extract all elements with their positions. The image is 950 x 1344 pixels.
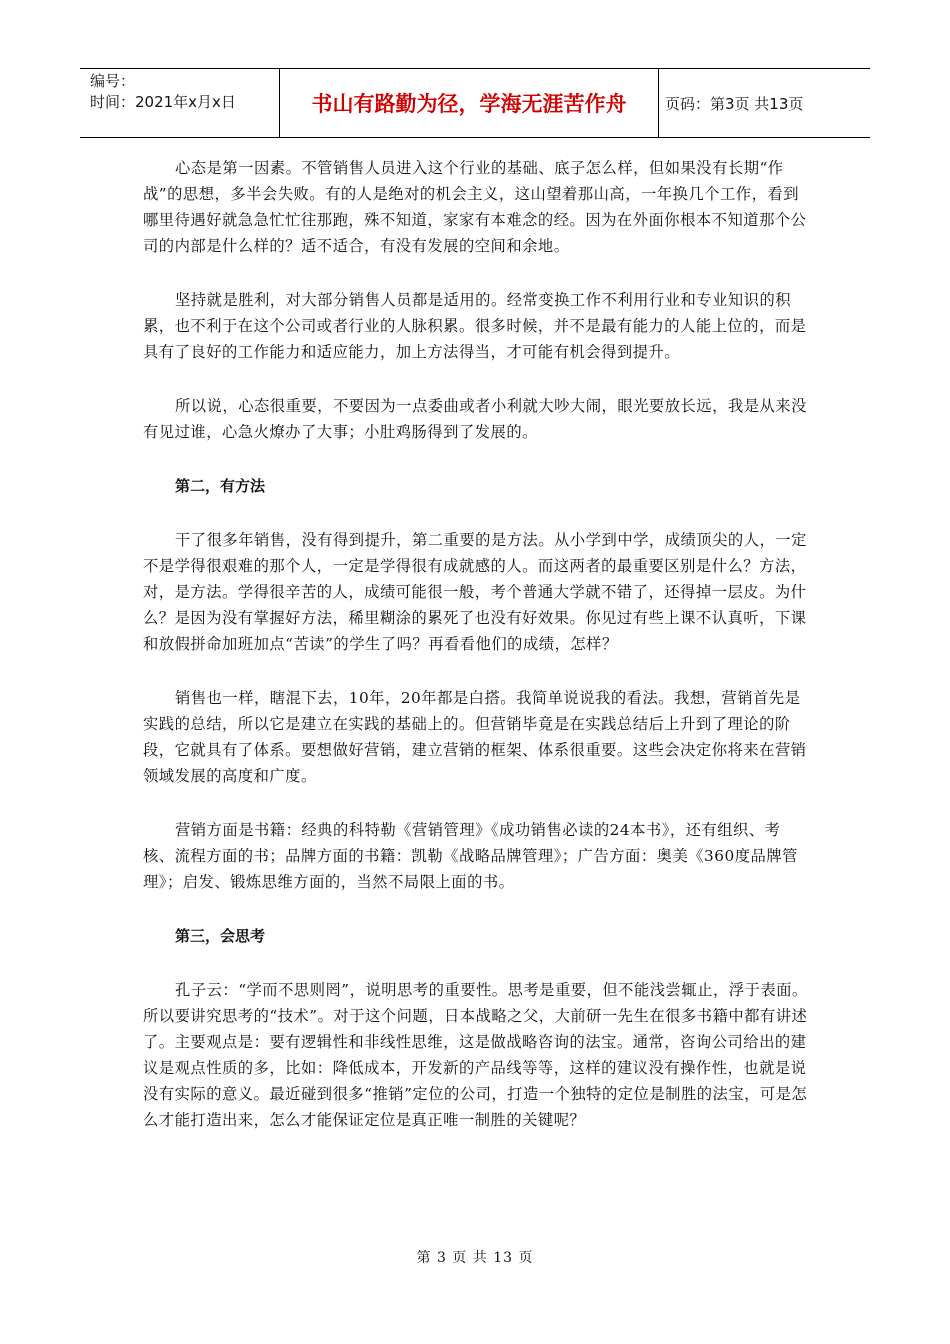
paragraph: 心态是第一因素。不管销售人员进入这个行业的基础、底子怎么样，但如果没有长期“作战”的思想，多半会失败。有的人是绝对的机会主义，这山望着那山高，一年换几个工作，看到哪里待遇好就急急忙忙往那跑，殊不知道，家家有本难念的经。因为在外面你根本不知道那个公司的内部是什么样的？适不适合，有没有发展的空间和余地。 xyxy=(143,159,807,255)
page-footer: 第 3 页 共 13 页 xyxy=(416,1250,534,1266)
section-heading: 第二，有方法 xyxy=(175,477,266,495)
page-header xyxy=(80,68,870,138)
paragraph: 坚持就是胜利，对大部分销售人员都是适用的。经常变换工作不利用行业和专业知识的积累，也不利于在这个公司或者行业的人脉积累。很多时候，并不是最有能力的人能上位的，而是具有了良好的工作能力和适应能力，加上方法得当，才可能有机会得到提升。 xyxy=(143,291,807,361)
time-label: 时间：2021年x月x日 xyxy=(90,93,236,111)
paragraph: 孔子云：“学而不思则罔”，说明思考的重要性。思考是重要，但不能浅尝辄止，浮于表面。所以要讲究思考的“技术”。对于这个问题，日本战略之父，大前研一先生在很多书籍中都有讲述了。主要观点是：要有逻辑性和非线性思维，这是做战略咨询的法宝。通常，咨询公司给出的建议是观点性质的多，比如：降低成本，开发新的产品线等等，这样的建议没有操作性，也就是说没有实际的意义。最近碰到很多“推销”定位的公司，打造一个独特的定位是制胜的法宝，可是怎么才能打造出来，怎么才能保证定位是真正唯一制胜的关键呢？ xyxy=(143,981,808,1129)
section-heading: 第三，会思考 xyxy=(175,927,266,945)
document-body xyxy=(143,155,811,1133)
number-label: 编号： xyxy=(90,72,136,90)
paragraph: 营销方面是书籍：经典的科特勒《营销管理》《成功销售必读的24本书》，还有组织、考核、流程方面的书；品牌方面的书籍：凯勒《战略品牌管理》；广告方面：奥美《360度品牌管理》；启发、锻炼思维方面的，当然不局限上面的书。 xyxy=(143,821,798,891)
header-page-info: 页码：第3页 共13页 xyxy=(665,94,804,113)
header-meta xyxy=(80,69,280,137)
header-motto: 书山有路勤为径，学海无涯苦作舟 xyxy=(280,69,659,137)
paragraph: 干了很多年销售，没有得到提升，第二重要的是方法。从小学到中学，成绩顶尖的人，一定不是学得很艰难的那个人，一定是学得很有成就感的人。而这两者的最重要区别是什么？方法，对，是方法。学得很辛苦的人，成绩可能很一般，考个普通大学就不错了，还得掉一层皮。为什么？是因为没有掌握好方法，稀里糊涂的累死了也没有好效果。你见过有些上课不认真听，下课和放假拼命加班加点“苦读”的学生了吗？再看看他们的成绩，怎样？ xyxy=(143,531,807,653)
paragraph: 销售也一样，瞎混下去，10年，20年都是白搭。我简单说说我的看法。我想，营销首先是实践的总结，所以它是建立在实践的基础上的。但营销毕竟是在实践总结后上升到了理论的阶段，它就具有了体系。要想做好营销，建立营销的框架、体系很重要。这些会决定你将来在营销领域发展的高度和广度。 xyxy=(143,689,807,785)
paragraph: 所以说，心态很重要，不要因为一点委曲或者小利就大吵大闹，眼光要放长远，我是从来没有见过谁，心急火燎办了大事；小肚鸡肠得到了发展的。 xyxy=(143,397,807,441)
